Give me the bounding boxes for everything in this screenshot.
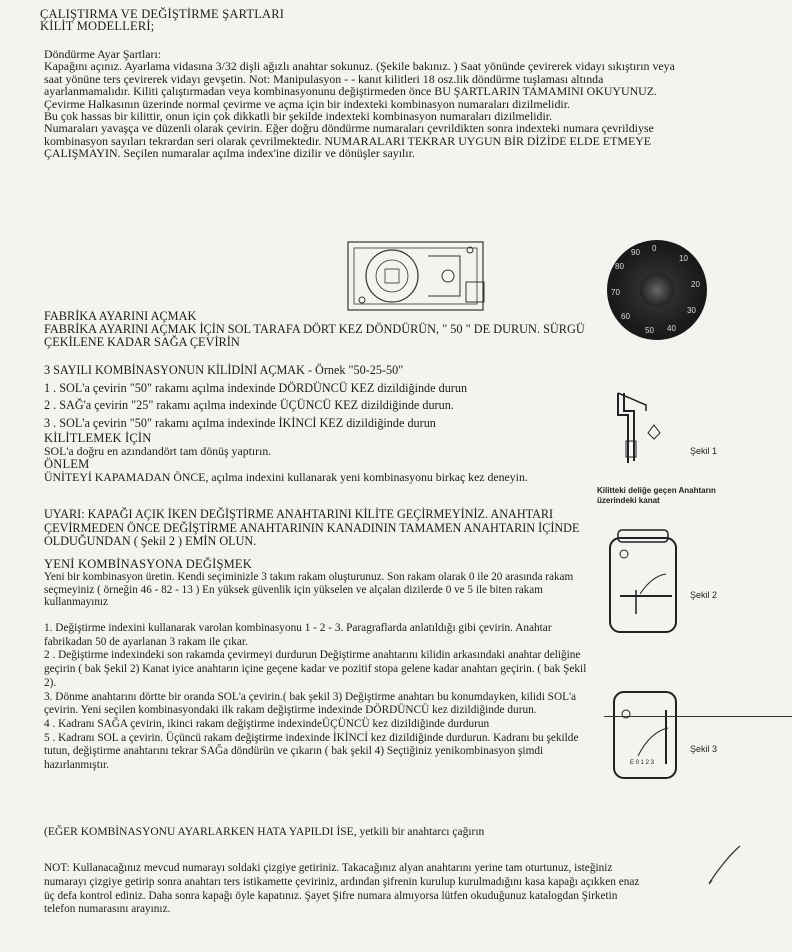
intro-paragraph: Bu çok hassas bir kilittir, onun için çok dikkatli bir şekilde indexteki kombinasyon numaraları dizilmelidir. bbox=[44, 109, 553, 124]
dial-number: 50 bbox=[645, 326, 654, 335]
three-digit-heading: 3 SAYILI KOMBİNASYONUN KİLİDİNİ AÇMAK - Örnek "50-25-50" bbox=[44, 363, 404, 377]
intro-paragraph: Kapağını açınız. Ayarlama vidasına 3/32 dişli ağızlı anahtar sokunuz. (Şekile bakınız. ) Saat yönünde çevirerek vidayı sıkıştırın veya saat yönüne ters çevirerek vidayı gevşetin. Not: Manipulasyon - - kanıt kilitleri 18 osz.lik döndürme tuşlaması altında ayarlanmamalıdır. Kiliti çalıştırmadan veya kombinasyonunu değiştirmeden önce BU ŞARTLARIN TAMAMINI OKUYUNUZ. bbox=[44, 59, 675, 99]
pen-mark bbox=[700, 842, 748, 888]
figure-3-diagram bbox=[610, 686, 682, 784]
new-combo-steps bbox=[44, 622, 589, 773]
warning-text: UYARI: KAPAĞI AÇIK İKEN DEĞİŞTİRME ANAHTARINI KİLİTE GEÇİRMEYİNİZ. ANAHTARI ÇEVİRMEDEN ÖNCE DEĞİŞTİRME ANAHTARININ KANADININ TAMAMEN ANAHTARIN İÇİNDE OLDUĞUNDAN ( Şekil 2 ) EMİN OLUN. bbox=[44, 507, 580, 549]
step-item: 2 . SAĞ'a çevirin "25" rakamı açılma indexinde ÜÇÜNCÜ KEZ dizildiğinde durun. bbox=[44, 398, 454, 413]
intro-section bbox=[44, 48, 684, 160]
step-item: 5 . Kadranı SOL a çevirin. Üçüncü rakam değiştirme indexinde İKİNCİ kez dizildiğinde durdurun. Kadranı bu şekilde tutun, değiştirme anahtarını tekrar SAĞa döndürün ve çıkarın ( bak şekil 4) Seçtiğiniz yenikombinasyon şimdi hazırlanmıştır. bbox=[44, 731, 579, 772]
step-item: 1 . SOL'a çevirin "50" rakamı açılma indexinde DÖRDÜNCÜ KEZ dizildiğinde durun bbox=[44, 380, 468, 395]
final-note-text: NOT: Kullanacağınız mevcud numarayı soldaki çizgiye getiriniz. Takacağınız alyan anahtarını yerine tam oturtunuz, isteğiniz numarayı çizgiye getirip sonra anahtarı ters istikamette çeviriniz, ardından şifrenin kurulup kurulmadığını kasa kapağı açıkken enaz üç defa kontrol ediniz. Daha sonra kapağı öyle kapatınız. Şayet Şifre numara almıyorsa lütfen okuduğunuz katalogdan Şirketin telefon numarasını arayınız. bbox=[44, 862, 640, 916]
factory-heading: FABRİKA AYARINI AÇMAK bbox=[44, 309, 197, 323]
caution-heading: ÖNLEM bbox=[44, 457, 90, 471]
figure-2-label: Şekil 2 bbox=[690, 590, 718, 600]
new-combo-intro: Yeni bir kombinasyon üretin. Kendi seçiminizle 3 takım rakam oluşturunuz. Son rakam olarak 0 ile 20 arasında rakam seçmeyiniz ( örneğin 46 - 82 - 13 ) En yüksek güvenlik için yükselen ve alçalan dizilerde 0 ve 5 ile biten rakam kullanmayınız bbox=[44, 570, 574, 609]
figure-1-key bbox=[610, 385, 670, 470]
step-item: 3. Dönme anahtarını dörtte bir oranda SOL'a çevirin.( bak şekil 3) Değiştirme anahtarı bu konumdayken, kilidi SOL'a çevirin. Yeni seçilen kombinasyondaki ilk rakam değiştirme indexinde DÖRDÜNCÜ kez dizildiğinde durun. bbox=[44, 690, 577, 717]
figure-1-caption: Kilitteki deliğe geçen Anahtarın üzerindeki kanat bbox=[597, 486, 716, 505]
page-subtitle: KİLİT MODELLERİ; bbox=[40, 19, 155, 34]
dial-number: 20 bbox=[691, 280, 700, 289]
locking-section bbox=[44, 432, 604, 484]
three-digit-section bbox=[44, 362, 604, 432]
dial-number: 60 bbox=[621, 312, 630, 321]
caution-text: ÜNİTEYİ KAPAMADAN ÖNCE, açılma indexini kullanarak yeni kombinasyonu birkaç kez deneyin. bbox=[44, 470, 528, 484]
title-block bbox=[40, 8, 680, 33]
figure-2-diagram bbox=[606, 528, 684, 636]
error-note-text: (EĞER KOMBİNASYONU AYARLARKEN HATA YAPILDI İSE, yetkili bir anahtarcı çağırın bbox=[44, 826, 485, 838]
final-note bbox=[44, 862, 644, 917]
locking-heading: KİLİTLEMEK İÇİN bbox=[44, 431, 152, 445]
new-combo-section bbox=[44, 558, 594, 609]
dial-hub bbox=[640, 273, 674, 307]
step-item: 3 . SOL'a çevirin "50" rakamı açılma indexinde İKİNCİ KEZ dizildiğinde durun bbox=[44, 415, 436, 430]
figure-3-label: Şekil 3 bbox=[690, 744, 718, 754]
combination-dial bbox=[607, 240, 707, 340]
warning-section bbox=[44, 508, 599, 549]
dial-number: 90 bbox=[631, 248, 640, 257]
step-item: 2 . Değiştirme indexindeki son rakamda çevirmeyi durdurun Değiştirme anahtarını kilidin arkasındaki anahtar deliğine geçirin ( bak Şekil 2) Kanat iyice anahtarın içine geçene kadar ve pozitif stopa gelene kadar anahtarı geçirin. ( bak Şekil 2). bbox=[44, 649, 587, 689]
intro-paragraph: Numaraları yavaşça ve düzenli olarak çevirin. Eğer doğru döndürme numaraları çevrildikten sonra indexteki numara çevrildiyse kombinasyon sayıları tekrardan seri olarak çevrilmektedir. NUMARALARI TEKRAR UYGUN BİR DİZİDE ELDE ETMEYE ÇALIŞMAYIN. Seçilen numaralar açılma index'ine dizilir ve dönüşler sayılır. bbox=[44, 121, 654, 161]
svg-text:E 0 1 2 3: E 0 1 2 3 bbox=[630, 760, 655, 766]
error-note bbox=[44, 826, 504, 838]
lock-mechanism-diagram bbox=[340, 238, 500, 316]
dial-number: 30 bbox=[687, 306, 696, 315]
step-item: 1. Değiştirme indexini kullanarak varolan kombinasyonu 1 - 2 - 3. Paragraflarda anlatıldığı gibi çevirin. Anahtar fabrikadan 50 de ayarlanan 3 rakam ile çıkar. bbox=[44, 622, 552, 648]
dial-number: 80 bbox=[615, 262, 624, 271]
dial-number: 10 bbox=[679, 254, 688, 263]
factory-section bbox=[44, 310, 604, 350]
page-title: ÇALIŞTIRMA VE DEĞİŞTİRME ŞARTLARI bbox=[40, 7, 285, 21]
dial-number: 70 bbox=[611, 288, 620, 297]
dial-number: 0 bbox=[652, 244, 657, 253]
factory-text: FABRİKA AYARINI AÇMAK İÇİN SOL TARAFA DÖRT KEZ DÖNDÜRÜN, " 50 " DE DURUN. SÜRGÜ ÇEKİLENE KADAR SAĞA ÇEVİRİN bbox=[44, 322, 585, 350]
intro-heading: Döndürme Ayar Şartları: bbox=[44, 47, 162, 61]
step-item: 4 . Kadranı SAĞA çevirin, ikinci rakam değiştirme indexindeÜÇÜNCÜ kez dizildiğinde durdurun bbox=[44, 717, 490, 730]
divider-line bbox=[604, 716, 792, 717]
new-combo-heading: YENİ KOMBİNASYONA DEĞİŞMEK bbox=[44, 557, 252, 571]
intro-paragraph: Çevirme Halkasının üzerinde normal çevirme ve açma için bir indexteki kombinasyon numaraları dizilmelidir. bbox=[44, 96, 570, 111]
figure-1-label: Şekil 1 bbox=[690, 446, 718, 456]
locking-text: SOL'a doğru en azındandört tam dönüş yaptırın. bbox=[44, 444, 272, 458]
dial-number: 40 bbox=[667, 324, 676, 333]
